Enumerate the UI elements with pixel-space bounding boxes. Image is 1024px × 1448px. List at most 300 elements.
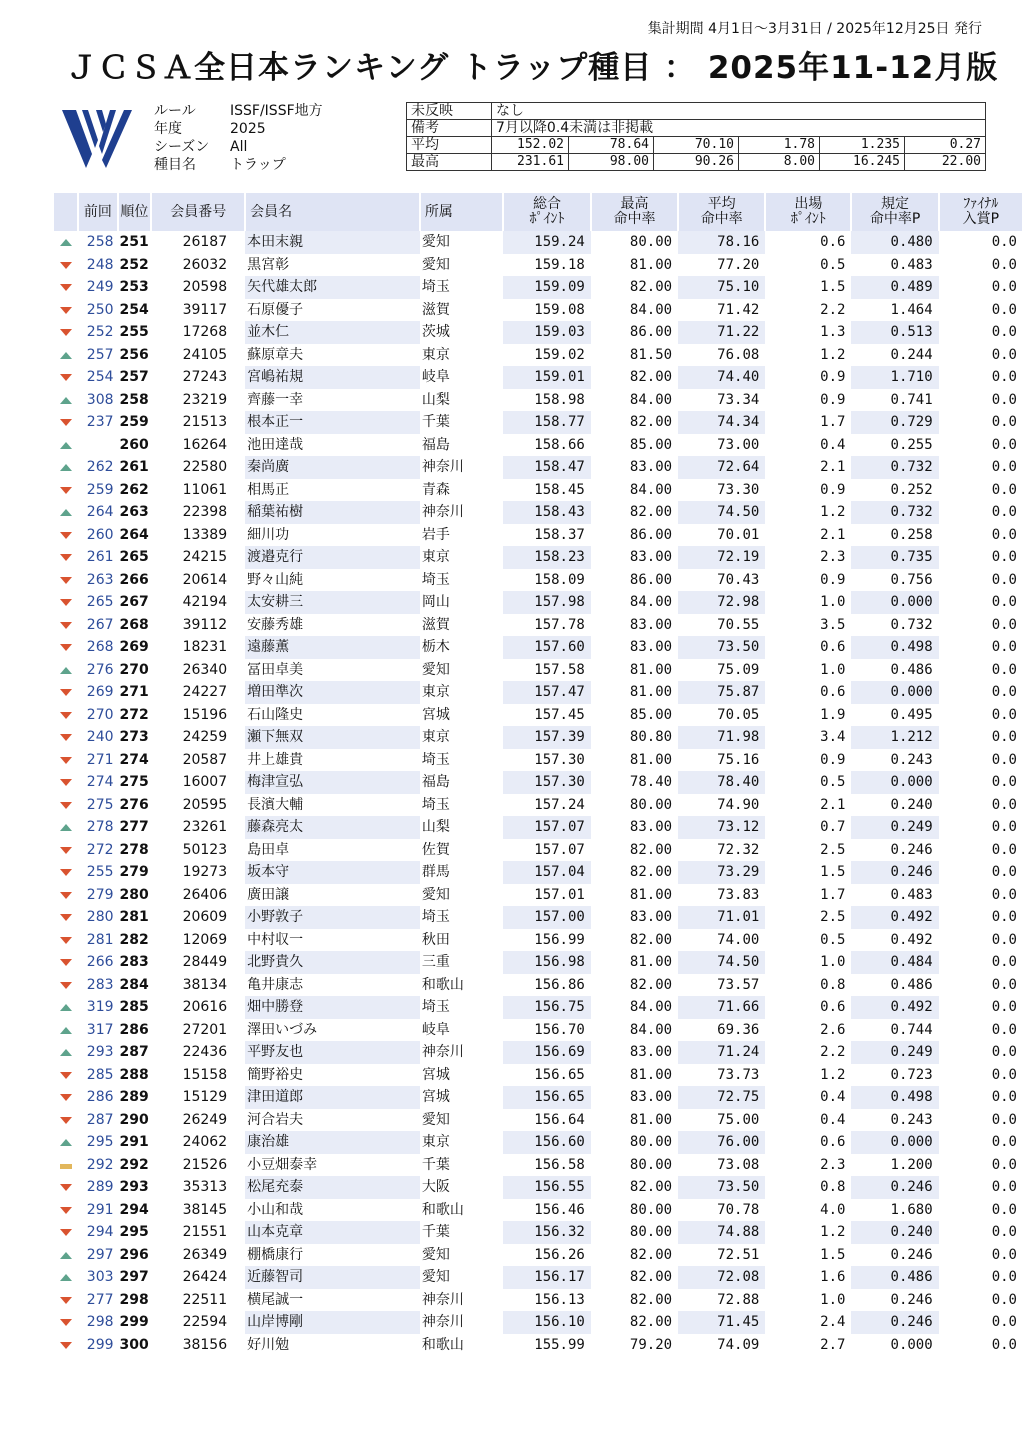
total-points: 156.46 <box>534 1201 585 1218</box>
trend-cell <box>54 456 78 479</box>
member-name: 澤田いづみ <box>247 1021 318 1038</box>
member-name: 山本克章 <box>245 1221 420 1244</box>
regulation-rate: 0.243 <box>890 751 933 768</box>
club: 愛知 <box>421 661 450 678</box>
table-row <box>54 1334 1023 1357</box>
total-points: 158.98 <box>534 391 585 408</box>
member-id: 24215 <box>182 549 228 565</box>
appearance-points: 1.0 <box>820 594 846 610</box>
col-total <box>503 193 591 231</box>
club: 佐賀 <box>421 841 450 858</box>
avg-rate: 73.00 <box>717 436 760 453</box>
max-rate: 82.00 <box>629 504 673 520</box>
table-row <box>54 366 1023 389</box>
avg-rate: 77.20 <box>717 256 760 273</box>
appearance-points: 0.9 <box>820 369 846 385</box>
regulation-rate: 0.732 <box>851 456 938 479</box>
final-points: 0.0 <box>991 819 1017 835</box>
rank: 259 <box>119 414 149 430</box>
final-points: 0.0 <box>991 1089 1017 1105</box>
club: 神奈川 <box>421 504 464 520</box>
avg-rate: 76.08 <box>717 346 760 363</box>
table-row <box>54 456 1023 479</box>
club: 千葉 <box>421 1224 450 1240</box>
member-name: 増田準次 <box>245 681 420 704</box>
trend-down-icon <box>60 1094 72 1101</box>
prev-rank: 270 <box>86 706 114 723</box>
avg-rate: 71.45 <box>678 1311 765 1334</box>
prev-rank: 250 <box>86 301 114 318</box>
total-points: 157.47 <box>503 681 591 704</box>
table-row <box>54 726 1023 749</box>
avg-rate: 71.22 <box>678 321 765 344</box>
club: 東京 <box>421 729 450 745</box>
ranking-meta <box>154 102 323 174</box>
member-name: 稲葉祐樹 <box>245 501 420 524</box>
rank: 295 <box>119 1224 149 1240</box>
club: 愛知 <box>421 1246 450 1263</box>
avg-rate: 73.57 <box>717 976 760 993</box>
max-rate: 82.00 <box>629 1291 673 1308</box>
col-regulation <box>851 193 938 231</box>
final-points: 0.0 <box>991 774 1017 790</box>
regulation-rate: 1.212 <box>851 726 938 749</box>
trend-up-icon <box>60 397 72 404</box>
table-row <box>54 479 1023 502</box>
member-id: 22511 <box>182 1291 228 1308</box>
prev-rank: 269 <box>86 684 114 700</box>
member-name: 安藤秀雄 <box>247 616 304 633</box>
max-rate: 86.00 <box>629 526 673 543</box>
max-rate: 83.00 <box>629 819 673 835</box>
max-rate: 86.00 <box>629 324 673 340</box>
total-points: 156.98 <box>503 951 591 974</box>
avg-rate: 70.05 <box>717 706 760 723</box>
total-points: 158.66 <box>534 436 585 453</box>
trend-down-icon <box>60 734 72 741</box>
avg-rate: 73.83 <box>717 886 760 903</box>
trend-cell <box>54 276 78 299</box>
table-row <box>54 231 1023 254</box>
member-name: 亀井康志 <box>247 976 304 993</box>
table-row <box>54 929 1023 952</box>
max-rate: 82.00 <box>629 414 673 430</box>
club: 大阪 <box>421 1179 450 1195</box>
club: 山梨 <box>421 391 450 408</box>
table-row <box>54 276 1023 299</box>
trend-cell <box>54 996 78 1019</box>
table-row <box>54 659 1023 682</box>
table-row <box>54 906 1023 929</box>
trend-cell <box>54 366 78 389</box>
trend-cell <box>54 1041 78 1064</box>
trend-down-icon <box>60 1072 72 1079</box>
meta-value: ISSF/ISSF地方 <box>230 103 323 119</box>
appearance-points: 2.3 <box>820 549 846 565</box>
regulation-rate: 0.246 <box>851 861 938 884</box>
member-name: 細川功 <box>247 526 290 543</box>
trend-cell <box>54 546 78 569</box>
final-points: 0.0 <box>991 301 1017 318</box>
prev-rank: 295 <box>86 1134 114 1150</box>
final-points: 0.0 <box>991 1269 1017 1285</box>
table-row <box>54 389 1023 412</box>
summary-label: 最高 <box>407 154 492 171</box>
avg-value: 1.235 <box>820 137 905 154</box>
max-rate: 82.00 <box>629 1269 673 1285</box>
avg-rate: 75.00 <box>717 1111 760 1128</box>
regulation-rate: 0.246 <box>851 1176 938 1199</box>
member-name: 矢代雄太郎 <box>245 276 420 299</box>
max-rate: 81.00 <box>629 256 673 273</box>
club: 福島 <box>421 436 450 453</box>
rank: 293 <box>119 1179 149 1195</box>
table-row <box>54 569 1023 592</box>
prev-rank: 299 <box>86 1336 114 1353</box>
total-points: 158.23 <box>503 546 591 569</box>
max-rate: 81.00 <box>629 661 673 678</box>
member-id: 38134 <box>182 976 228 993</box>
rank: 290 <box>119 1111 149 1128</box>
rank: 284 <box>119 976 149 993</box>
club: 埼玉 <box>421 796 450 813</box>
table-row <box>54 1289 1023 1312</box>
member-id: 20595 <box>182 796 228 813</box>
table-row <box>54 299 1023 322</box>
max-rate: 81.00 <box>629 1066 673 1083</box>
total-points: 158.77 <box>503 411 591 434</box>
prev-rank: 263 <box>86 571 114 588</box>
table-row <box>54 749 1023 772</box>
regulation-rate: 0.255 <box>890 436 933 453</box>
table-row <box>54 951 1023 974</box>
max-rate: 82.00 <box>629 279 673 295</box>
club: 神奈川 <box>421 1314 464 1330</box>
avg-rate: 71.24 <box>678 1041 765 1064</box>
prev-rank: 287 <box>86 1111 114 1128</box>
final-points: 0.0 <box>991 346 1017 363</box>
member-id: 20587 <box>182 751 228 768</box>
trend-down-icon <box>60 1229 72 1236</box>
member-name: 井上雄貴 <box>247 751 304 768</box>
regulation-rate: 1.680 <box>890 1201 933 1218</box>
member-id: 26340 <box>182 661 228 678</box>
member-id: 15158 <box>182 1066 228 1083</box>
total-points: 156.64 <box>534 1111 585 1128</box>
final-points: 0.0 <box>991 391 1017 408</box>
max-rate: 84.00 <box>629 1021 673 1038</box>
club: 埼玉 <box>421 751 450 768</box>
appearance-points: 1.2 <box>820 1066 846 1083</box>
member-id: 12069 <box>182 931 228 948</box>
trend-cell <box>54 321 78 344</box>
member-name: 簡野裕史 <box>247 1066 304 1083</box>
avg-value: 0.27 <box>905 137 986 154</box>
avg-rate: 71.01 <box>678 906 765 929</box>
total-points: 159.18 <box>534 256 585 273</box>
prev-rank: 264 <box>86 504 114 520</box>
max-rate: 83.00 <box>629 639 673 655</box>
appearance-points: 4.0 <box>820 1201 846 1218</box>
club: 千葉 <box>421 414 450 430</box>
summary-value: なし <box>492 103 986 120</box>
trend-up-icon <box>60 1139 72 1146</box>
member-name: 並木仁 <box>245 321 420 344</box>
max-rate: 84.00 <box>629 999 673 1015</box>
total-points: 157.45 <box>534 706 585 723</box>
rank: 256 <box>119 346 149 363</box>
appearance-points: 0.9 <box>820 391 846 408</box>
prev-rank: 276 <box>86 661 114 678</box>
club: 岐阜 <box>421 369 450 385</box>
member-name: 太安耕三 <box>245 591 420 614</box>
appearance-points: 0.6 <box>820 684 846 700</box>
max-rate: 83.00 <box>629 459 673 475</box>
regulation-rate: 1.710 <box>851 366 938 389</box>
prev-rank: 293 <box>86 1044 114 1060</box>
table-row <box>54 1266 1023 1289</box>
final-points: 0.0 <box>991 751 1017 768</box>
table-row <box>54 1311 1023 1334</box>
club: 栃木 <box>421 639 450 655</box>
final-points: 0.0 <box>991 1066 1017 1083</box>
member-id: 39117 <box>182 301 228 318</box>
regulation-rate: 0.483 <box>890 886 933 903</box>
rank: 269 <box>119 639 149 655</box>
regulation-rate: 0.498 <box>851 1086 938 1109</box>
avg-rate: 74.50 <box>678 951 765 974</box>
member-name: 松尾充泰 <box>245 1176 420 1199</box>
rank: 274 <box>119 751 149 768</box>
total-points: 156.32 <box>503 1221 591 1244</box>
member-name: 蘇原章夫 <box>247 346 304 363</box>
max-rate: 80.00 <box>629 234 673 250</box>
final-points: 0.0 <box>991 954 1017 970</box>
member-id: 39112 <box>182 616 228 633</box>
appearance-points: 1.0 <box>820 1291 846 1308</box>
meta-label: ルール <box>154 103 196 119</box>
appearance-points: 1.5 <box>820 864 846 880</box>
avg-rate: 74.40 <box>678 366 765 389</box>
max-rate: 84.00 <box>629 301 673 318</box>
regulation-rate: 0.246 <box>890 1246 933 1263</box>
total-points: 157.58 <box>534 661 585 678</box>
rank: 275 <box>119 774 149 790</box>
table-row <box>54 636 1023 659</box>
trend-down-icon <box>60 1319 72 1326</box>
trend-cell <box>54 704 78 727</box>
club: 埼玉 <box>421 571 450 588</box>
trend-down-icon <box>60 622 72 629</box>
appearance-points: 2.3 <box>820 1156 846 1173</box>
member-id: 20598 <box>182 279 228 295</box>
member-name: 康治雄 <box>245 1131 420 1154</box>
appearance-points: 1.2 <box>820 504 846 520</box>
trend-down-icon <box>60 329 72 336</box>
regulation-rate: 0.249 <box>851 816 938 839</box>
final-points: 0.0 <box>991 909 1017 925</box>
appearance-points: 1.6 <box>820 1269 846 1285</box>
regulation-rate: 0.498 <box>851 636 938 659</box>
prev-rank: 254 <box>86 369 114 385</box>
total-points: 156.13 <box>534 1291 585 1308</box>
total-points: 158.09 <box>534 571 585 588</box>
max-value: 231.61 <box>492 154 569 171</box>
final-points: 0.0 <box>991 661 1017 678</box>
max-rate: 82.00 <box>629 841 673 858</box>
jcsa-logo-icon <box>62 110 142 172</box>
rank: 273 <box>119 729 149 745</box>
member-name: 北野貴久 <box>245 951 420 974</box>
club: 岐阜 <box>421 1021 450 1038</box>
trend-down-icon <box>60 892 72 899</box>
summary-label: 未反映 <box>407 103 492 120</box>
trend-cell <box>54 816 78 839</box>
rank: 264 <box>119 526 149 543</box>
trend-up-icon <box>60 509 72 516</box>
regulation-rate: 0.744 <box>890 1021 933 1038</box>
final-points: 0.0 <box>991 571 1017 588</box>
avg-rate: 74.34 <box>678 411 765 434</box>
member-id: 18231 <box>182 639 228 655</box>
trend-down-icon <box>60 1207 72 1214</box>
trend-cell <box>54 951 78 974</box>
total-points: 157.07 <box>503 816 591 839</box>
member-name: 小豆畑泰幸 <box>247 1156 318 1173</box>
member-id: 22398 <box>182 504 228 520</box>
member-id: 22436 <box>182 1044 228 1060</box>
prev-rank: 308 <box>86 391 114 408</box>
table-row <box>54 1131 1023 1154</box>
col-avg-line1: 平均 <box>707 196 736 212</box>
member-id: 16264 <box>182 436 228 453</box>
appearance-points: 2.7 <box>820 1336 846 1353</box>
final-points: 0.0 <box>991 1246 1017 1263</box>
max-rate: 83.00 <box>629 909 673 925</box>
trend-cell <box>54 1109 78 1132</box>
total-points: 157.78 <box>534 616 585 633</box>
final-points: 0.0 <box>991 504 1017 520</box>
total-points: 157.00 <box>503 906 591 929</box>
trend-cell <box>54 749 78 772</box>
prev-rank: 286 <box>86 1089 114 1105</box>
trend-cell <box>54 1199 78 1222</box>
member-name: 野々山純 <box>247 571 304 588</box>
rank: 297 <box>119 1269 149 1285</box>
max-rate: 82.00 <box>629 1179 673 1195</box>
summary-table <box>406 102 986 171</box>
max-rate: 82.00 <box>629 864 673 880</box>
final-points: 0.0 <box>991 886 1017 903</box>
trend-cell <box>54 861 78 884</box>
trend-up-icon <box>60 464 72 471</box>
table-row <box>54 704 1023 727</box>
trend-cell <box>54 1266 78 1289</box>
trend-up-icon <box>60 239 72 246</box>
final-points: 0.0 <box>991 459 1017 475</box>
member-id: 50123 <box>182 841 228 858</box>
regulation-rate: 1.200 <box>890 1156 933 1173</box>
appearance-points: 0.7 <box>820 819 846 835</box>
max-rate: 83.00 <box>629 1089 673 1105</box>
col-club: 所属 <box>420 193 503 231</box>
avg-rate: 72.88 <box>717 1291 760 1308</box>
appearance-points: 1.5 <box>820 1246 846 1263</box>
trend-down-icon <box>60 982 72 989</box>
table-row <box>54 434 1023 457</box>
rank: 287 <box>119 1044 149 1060</box>
member-id: 27243 <box>182 369 228 385</box>
member-id: 24227 <box>182 684 228 700</box>
col-max-line2: 命中率 <box>613 211 656 227</box>
table-row <box>54 974 1023 997</box>
rank: 266 <box>119 571 149 588</box>
rank: 289 <box>119 1089 149 1105</box>
appearance-points: 0.6 <box>820 999 846 1015</box>
member-id: 20616 <box>182 999 228 1015</box>
final-points: 0.0 <box>991 481 1017 498</box>
final-points: 0.0 <box>991 594 1017 610</box>
trend-cell <box>54 974 78 997</box>
appearance-points: 1.7 <box>820 886 846 903</box>
member-name: 横尾誠一 <box>247 1291 304 1308</box>
member-name: 黒宮彰 <box>247 256 290 273</box>
trend-cell <box>54 569 78 592</box>
ranking-rows <box>54 231 1023 1356</box>
member-id: 24259 <box>182 729 228 745</box>
total-points: 159.24 <box>503 231 591 254</box>
avg-rate: 73.08 <box>717 1156 760 1173</box>
member-name: 池田達哉 <box>247 436 304 453</box>
trend-cell <box>54 1154 78 1177</box>
total-points: 157.04 <box>503 861 591 884</box>
avg-rate: 70.01 <box>717 526 760 543</box>
appearance-points: 1.7 <box>820 414 846 430</box>
regulation-rate: 0.492 <box>851 996 938 1019</box>
prev-rank: 260 <box>86 526 114 543</box>
appearance-points: 2.6 <box>820 1021 846 1038</box>
rank: 265 <box>119 549 149 565</box>
max-value: 16.245 <box>820 154 905 171</box>
table-row <box>54 681 1023 704</box>
appearance-points: 0.5 <box>820 774 846 790</box>
total-points: 158.45 <box>534 481 585 498</box>
max-rate: 83.00 <box>629 1044 673 1060</box>
meta-value: トラップ <box>230 157 286 173</box>
final-points: 0.0 <box>991 234 1017 250</box>
club: 愛知 <box>421 1269 450 1285</box>
rank: 292 <box>119 1156 149 1173</box>
appearance-points: 2.1 <box>820 796 846 813</box>
avg-rate: 70.55 <box>717 616 760 633</box>
member-id: 26349 <box>182 1246 228 1263</box>
trend-down-icon <box>60 779 72 786</box>
total-points: 157.30 <box>534 751 585 768</box>
avg-rate: 75.10 <box>678 276 765 299</box>
max-value: 8.00 <box>739 154 820 171</box>
regulation-rate: 0.486 <box>851 1266 938 1289</box>
member-name: 廣田譲 <box>247 886 290 903</box>
appearance-points: 0.9 <box>820 751 846 768</box>
club: 東京 <box>421 1134 450 1150</box>
member-name: 棚橋康行 <box>247 1246 304 1263</box>
trend-down-icon <box>60 374 72 381</box>
regulation-rate: 0.246 <box>890 1291 933 1308</box>
prev-rank: 317 <box>86 1021 114 1038</box>
table-row <box>54 411 1023 434</box>
trend-cell <box>54 501 78 524</box>
prev-rank: 261 <box>86 549 114 565</box>
